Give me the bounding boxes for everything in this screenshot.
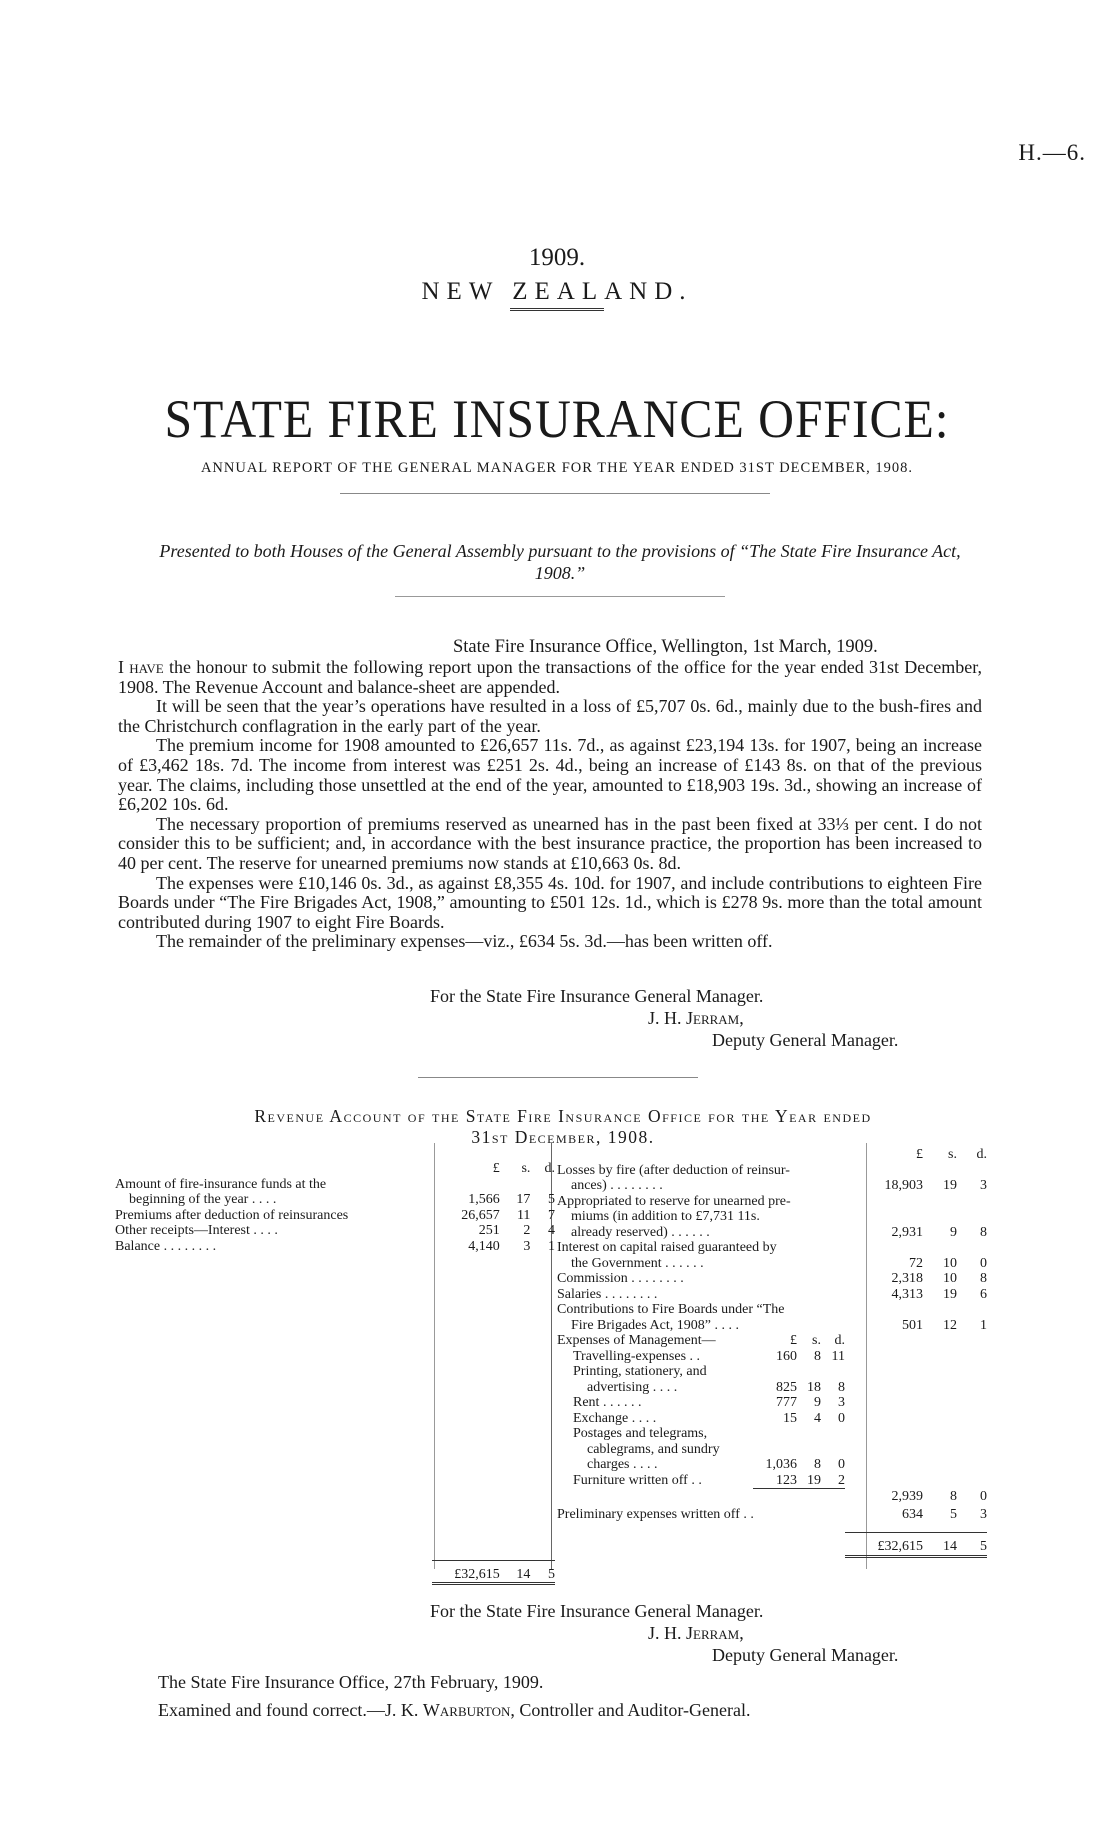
- shilling-header: s.: [521, 1161, 531, 1176]
- row-label: Rent . . . . . .: [573, 1395, 642, 1410]
- row-pence: 5: [548, 1192, 555, 1207]
- row-pence: 3: [980, 1507, 987, 1522]
- row-shillings: 18: [807, 1379, 821, 1395]
- row-shillings: [797, 1364, 821, 1380]
- management-row: [557, 1349, 987, 1365]
- row-pounds: [845, 1194, 923, 1210]
- row-pence: 8: [980, 1271, 987, 1286]
- letter-paragraph: The remainder of the preliminary expenses—viz., £634 5s. 3d.—has been written off.: [156, 931, 773, 952]
- row-label: Amount of fire-insurance funds at the: [115, 1176, 327, 1192]
- payments-row: [557, 1302, 987, 1318]
- column-header-row: [557, 1147, 987, 1163]
- page-subtitle: ANNUAL REPORT OF THE GENERAL MANAGER FOR THE YEAR ENDED 31ST DECEMBER, 1908.: [200, 460, 914, 476]
- signature-name: J. H. Jerram,: [648, 1008, 744, 1028]
- letter-paragraph: It will be seen that the year’s operations have resulted in a loss of £5,707 0s. 6d., mainly due to the bush-fires and the Christchurch conflagration in the early part of the year.: [118, 696, 982, 736]
- row-shillings: 19: [807, 1472, 821, 1488]
- letter-paragraph: The expenses were £10,146 0s. 3d., as against £8,355 4s. 10d. for 1907, and include contributions to eighteen Fire Boards under “The Fire Brigades Act, 1908,” amounting to £501 12s. 1d., which is £278 9s. more than the total amount contributed during 1907 to eight Fire Boards.: [118, 872, 982, 932]
- row-shillings: 10: [943, 1271, 957, 1286]
- sub-shilling-header: s.: [812, 1333, 821, 1348]
- row-pounds: 72: [909, 1255, 923, 1271]
- paragraph-text: the honour to submit the following report upon the transactions of the office for the year ended 31st December, 1908. The Revenue Account and balance-sheet are appended.: [118, 657, 982, 697]
- payments-row: [557, 1240, 987, 1256]
- total-pounds: £32,615: [845, 1533, 923, 1557]
- row-pounds: 15: [783, 1410, 797, 1426]
- pound-header: £: [916, 1147, 923, 1162]
- letter-paragraph: [118, 658, 982, 697]
- row-pence: [957, 1194, 987, 1210]
- row-shillings: 8: [950, 1488, 957, 1504]
- examined-line: [158, 1696, 750, 1724]
- payments-row: [557, 1287, 987, 1303]
- total-pounds: £32,615: [432, 1560, 500, 1584]
- management-row: [557, 1473, 987, 1489]
- receipts-row: [115, 1177, 555, 1193]
- row-pence: [957, 1240, 987, 1256]
- row-label: Furniture written off . .: [573, 1473, 702, 1488]
- signature-title: Deputy General Manager.: [712, 1030, 899, 1050]
- row-label: Other receipts—Interest . . . .: [115, 1223, 278, 1238]
- row-shillings: [923, 1302, 957, 1318]
- row-shillings: 11: [516, 1207, 531, 1223]
- row-pence: 0: [838, 1457, 845, 1472]
- receipts-total-row: [115, 1560, 555, 1584]
- management-row: [557, 1380, 987, 1396]
- row-pounds: 825: [776, 1379, 797, 1395]
- management-row: [557, 1442, 987, 1458]
- row-label: already reserved) . . . . . .: [571, 1224, 710, 1240]
- document-year: 1909.: [528, 244, 586, 271]
- row-pounds: 160: [776, 1348, 797, 1364]
- sub-pence-header: d.: [834, 1333, 845, 1348]
- row-shillings: 3: [523, 1238, 531, 1254]
- row-label: cablegrams, and sundry: [587, 1441, 720, 1457]
- row-pounds: 18,903: [884, 1178, 923, 1193]
- row-pounds: [845, 1240, 923, 1256]
- signature-for: For the State Fire Insurance General Manager.: [430, 986, 764, 1006]
- letter-paragraph: The necessary proportion of premiums reserved as unearned has in the past been fixed at 33⅓ per cent. I do not consider this to be sufficient; and, in accordance with the best insurance practice, the proportion has been increased to 40 per cent. The reserve for unearned premiums now stands at £10,663 0s. 8d.: [118, 813, 982, 873]
- row-label: Preliminary expenses written off . .: [557, 1507, 754, 1522]
- row-label: Travelling-expenses . .: [573, 1348, 701, 1364]
- document-reference: H.—6.: [1018, 140, 1086, 165]
- row-shillings: [797, 1442, 821, 1458]
- row-pence: 11: [831, 1348, 845, 1364]
- management-row: [557, 1364, 987, 1380]
- payments-row: [557, 1225, 987, 1241]
- row-label: Balance . . . . . . . .: [115, 1238, 217, 1254]
- row-label: Interest on capital raised guaranteed by: [557, 1240, 777, 1255]
- letter-signature: [430, 985, 898, 1051]
- row-label: advertising . . . .: [587, 1379, 678, 1395]
- row-pounds: [432, 1177, 500, 1193]
- payments-row: [557, 1209, 987, 1225]
- account-title-line: Revenue Account of the State Fire Insurance Office for the Year ended: [254, 1106, 872, 1126]
- footer-notes: [158, 1668, 750, 1724]
- row-pounds: 26,657: [461, 1207, 500, 1223]
- management-rows: [557, 1349, 987, 1489]
- management-row: [557, 1426, 987, 1442]
- examined-prefix: Examined and found correct.—J. K.: [158, 1700, 419, 1720]
- auditor-name: Warburton,: [422, 1700, 515, 1720]
- row-pounds: 4,140: [468, 1238, 500, 1254]
- row-pounds: 2,931: [891, 1224, 923, 1240]
- row-shillings: [500, 1177, 531, 1193]
- row-pence: 0: [980, 1255, 987, 1271]
- payments-table: [557, 1147, 987, 1558]
- row-pounds: 634: [902, 1507, 923, 1522]
- divider-rule: [340, 493, 770, 494]
- divider-rule: [418, 1077, 698, 1078]
- row-label: beginning of the year . . . .: [129, 1192, 277, 1207]
- row-pounds: 4,313: [891, 1286, 923, 1302]
- row-pence: 3: [838, 1395, 845, 1410]
- account-signature: [430, 1600, 898, 1666]
- row-pounds: [845, 1302, 923, 1318]
- row-pounds: 1,566: [468, 1192, 500, 1207]
- row-pounds: 777: [776, 1395, 797, 1410]
- management-row: [557, 1395, 987, 1411]
- row-shillings: 9: [814, 1395, 821, 1410]
- row-label: Commission . . . . . . . .: [557, 1271, 684, 1286]
- row-pounds: 1,036: [765, 1457, 797, 1472]
- payments-row: [557, 1194, 987, 1210]
- row-shillings: 12: [943, 1317, 957, 1333]
- row-pounds: [753, 1426, 797, 1442]
- row-pence: 8: [838, 1379, 845, 1395]
- payments-total-row: [557, 1533, 987, 1557]
- row-pence: [821, 1426, 845, 1442]
- row-label: Exchange . . . .: [573, 1410, 657, 1426]
- row-label: the Government . . . . . .: [571, 1255, 704, 1271]
- row-label: charges . . . .: [587, 1457, 658, 1472]
- receipts-row: [115, 1239, 555, 1255]
- account-title-line: 31st December, 1908.: [471, 1127, 655, 1147]
- total-pence: 5: [957, 1533, 987, 1557]
- management-header-row: [557, 1333, 987, 1349]
- row-shillings: 8: [814, 1457, 821, 1472]
- row-pence: [821, 1364, 845, 1380]
- signature-for: For the State Fire Insurance General Manager.: [430, 1601, 764, 1621]
- row-label: Premiums after deduction of reinsurances: [115, 1207, 349, 1223]
- country-heading: NEW ZEALAND.: [421, 278, 693, 305]
- row-pence: [957, 1209, 987, 1225]
- payments-rows: [557, 1163, 987, 1334]
- row-shillings: 4: [814, 1410, 821, 1426]
- opening-words: I have: [118, 657, 164, 677]
- divider-rule: [395, 596, 725, 597]
- row-pence: 8: [980, 1224, 987, 1240]
- total-pence: 5: [530, 1560, 555, 1584]
- column-header-row: [115, 1161, 555, 1177]
- row-shillings: 9: [950, 1224, 957, 1240]
- payments-row: [557, 1163, 987, 1179]
- pence-header: d.: [976, 1147, 987, 1162]
- receipts-row: [115, 1223, 555, 1239]
- page-title: STATE FIRE INSURANCE OFFICE:: [164, 389, 950, 449]
- row-pounds: [753, 1364, 797, 1380]
- country-underline: [510, 308, 604, 311]
- row-pence: 7: [548, 1207, 555, 1223]
- row-label: ances) . . . . . . . .: [571, 1178, 663, 1193]
- row-pence: [957, 1302, 987, 1318]
- row-pence: 0: [838, 1410, 845, 1426]
- row-shillings: [797, 1426, 821, 1442]
- row-label: Postages and telegrams,: [573, 1426, 708, 1441]
- row-pence: [821, 1442, 845, 1458]
- pence-header: d.: [544, 1161, 555, 1176]
- receipts-row: [115, 1208, 555, 1224]
- row-pence: 1: [548, 1238, 555, 1254]
- letter-body: [118, 658, 982, 952]
- row-shillings: 5: [950, 1507, 957, 1522]
- presented-note: Presented to both Houses of the General Assembly pursuant to the provisions of “The State Fire Insurance Act, 1908.”: [159, 541, 961, 583]
- sub-pound-header: £: [790, 1333, 797, 1348]
- total-shillings: 14: [923, 1533, 957, 1557]
- row-pounds: 2,939: [891, 1488, 923, 1504]
- row-shillings: [923, 1209, 957, 1225]
- row-pence: 6: [980, 1286, 987, 1302]
- row-label: Contributions to Fire Boards under “The: [557, 1302, 785, 1317]
- row-label: Appropriated to reserve for unearned pre-: [557, 1193, 791, 1209]
- shilling-header: s.: [948, 1147, 957, 1162]
- row-pounds: 501: [902, 1317, 923, 1333]
- examined-suffix: Controller and Auditor-General.: [519, 1700, 751, 1720]
- row-label: miums (in addition to £7,731 11s.: [571, 1209, 760, 1224]
- row-shillings: [923, 1240, 957, 1256]
- signature-name: J. H. Jerram,: [648, 1623, 744, 1643]
- management-row: [557, 1411, 987, 1427]
- row-pence: 4: [548, 1223, 555, 1238]
- row-pence: 2: [838, 1472, 845, 1488]
- letter-heading: State Fire Insurance Office, Wellington, 1st March, 1909.: [453, 637, 878, 657]
- payments-row: [557, 1271, 987, 1287]
- row-shillings: 19: [943, 1286, 957, 1302]
- row-label: Losses by fire (after deduction of reinsur-: [557, 1162, 790, 1178]
- row-pence: 0: [980, 1488, 987, 1504]
- pound-header: £: [492, 1161, 500, 1176]
- management-row: [557, 1457, 987, 1473]
- payments-row: [557, 1318, 987, 1334]
- letter-paragraph: The premium income for 1908 amounted to £26,657 11s. 7d., as against £23,194 13s. for 1907, being an increase of £3,462 18s. 7d. The income from interest was £251 2s. 4d., being an increase of £143 8s. on that of the previous year. The claims, including those unsettled at the end of the year, amounted to £18,903 19s. 3d., showing an increase of £6,202 10s. 6d.: [118, 735, 982, 815]
- row-pounds: 2,318: [891, 1271, 923, 1286]
- receipts-row: [115, 1192, 555, 1208]
- dated-line: The State Fire Insurance Office, 27th February, 1909.: [158, 1672, 544, 1692]
- row-shillings: [923, 1163, 957, 1179]
- row-pounds: [845, 1209, 923, 1225]
- row-label: Salaries . . . . . . . .: [557, 1286, 658, 1302]
- row-pence: 1: [980, 1317, 987, 1333]
- receipts-table: [115, 1161, 555, 1585]
- management-total-row: [557, 1489, 987, 1505]
- row-shillings: [923, 1194, 957, 1210]
- row-shillings: 19: [943, 1178, 957, 1193]
- row-label: Expenses of Management—: [557, 1333, 716, 1348]
- signature-title: Deputy General Manager.: [712, 1645, 899, 1665]
- row-shillings: 17: [516, 1192, 531, 1207]
- row-pence: [530, 1177, 555, 1193]
- total-shillings: 14: [500, 1560, 531, 1584]
- payments-row: [557, 1178, 987, 1194]
- row-shillings: 2: [523, 1223, 531, 1238]
- row-pounds: 251: [478, 1223, 500, 1238]
- preliminary-row: [557, 1504, 987, 1523]
- row-pounds: 123: [776, 1472, 797, 1488]
- row-pounds: [845, 1163, 923, 1179]
- row-label: Fire Brigades Act, 1908” . . . .: [571, 1317, 739, 1333]
- payments-row: [557, 1256, 987, 1272]
- row-label: Printing, stationery, and: [573, 1364, 707, 1379]
- row-shillings: 8: [814, 1348, 821, 1364]
- row-pence: [957, 1163, 987, 1179]
- receipts-rows: [115, 1177, 555, 1255]
- account-title: [178, 1106, 948, 1148]
- row-shillings: 10: [943, 1255, 957, 1271]
- row-pence: 3: [980, 1178, 987, 1193]
- row-pounds: [753, 1442, 797, 1458]
